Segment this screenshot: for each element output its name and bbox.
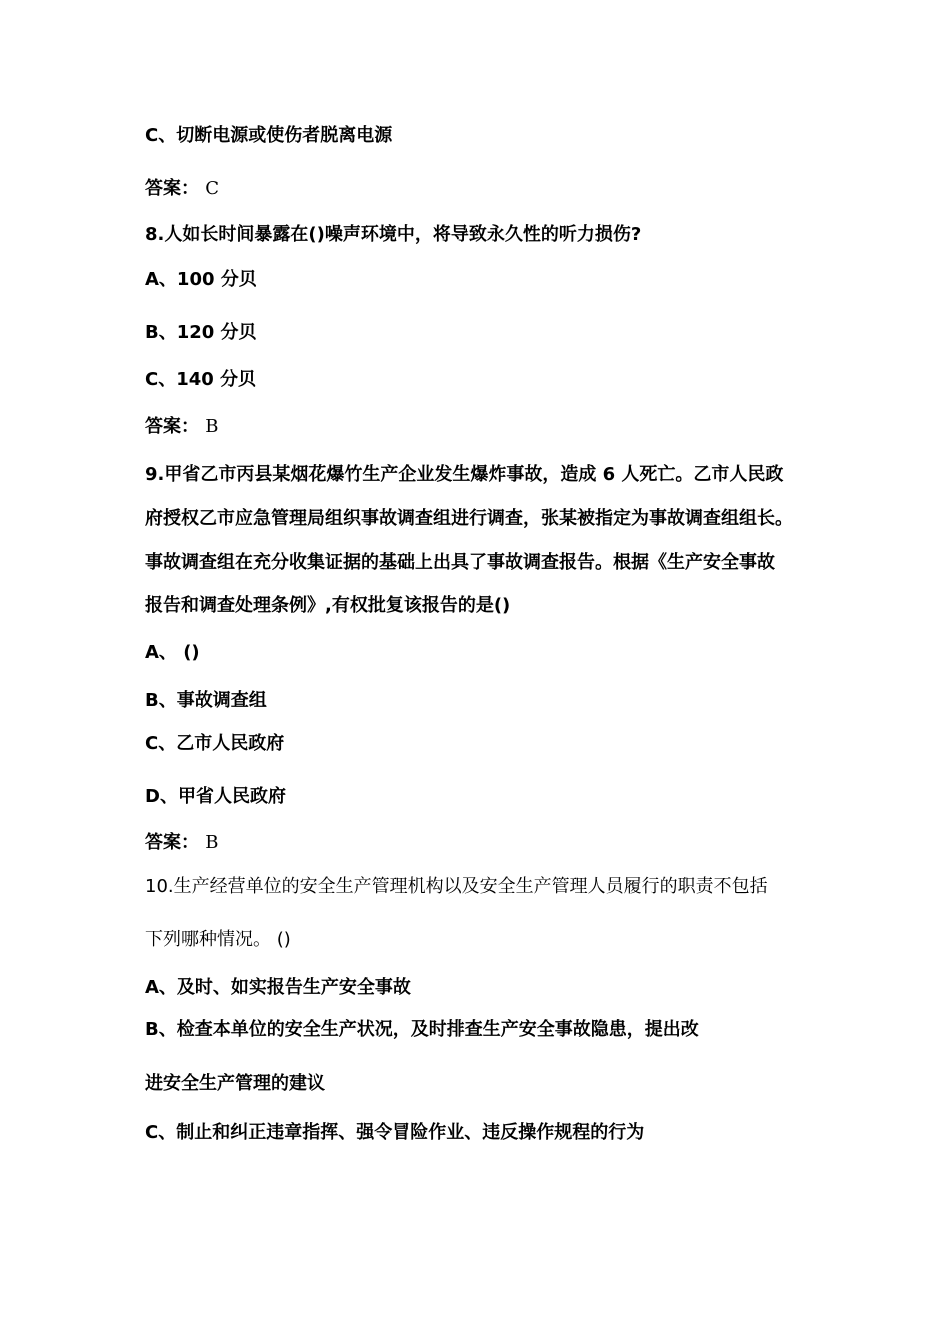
option-c-q10: C、制止和纠正违章指挥、强令冒险作业、违反操作规程的行为 (145, 1122, 645, 1143)
option-c-q7: C、切断电源或使伤者脱离电源 (145, 125, 393, 146)
answer-value: B (205, 832, 219, 853)
question-9-line-4: 报告和调查处理条例》,有权批复该报告的是() (145, 595, 511, 616)
option-c-q9: C、乙市人民政府 (145, 733, 285, 754)
answer-label: 答案： (145, 416, 199, 437)
option-b-q9: B、事故调查组 (145, 690, 267, 711)
answer-value: C (205, 178, 220, 199)
question-10-line-1: 10.生产经营单位的安全生产管理机构以及安全生产管理人员履行的职责不包括 (145, 876, 768, 897)
option-d-q9: D、甲省人民政府 (145, 786, 286, 807)
answer-q9 (145, 831, 219, 855)
option-b-q10-line-2: 进安全生产管理的建议 (145, 1073, 325, 1094)
question-9-line-2: 府授权乙市应急管理局组织事故调查组进行调查，张某被指定为事故调查组组长。 (145, 508, 793, 529)
question-10-line-2: 下列哪种情况。 () (145, 929, 291, 950)
answer-label: 答案： (145, 832, 199, 853)
answer-q7 (145, 177, 219, 201)
option-a-q10: A、及时、如实报告生产安全事故 (145, 977, 411, 998)
option-b-q8: B、120 分贝 (145, 322, 257, 343)
answer-q8 (145, 415, 219, 439)
option-b-q10-line-1: B、检查本单位的安全生产状况，及时排查生产安全事故隐患，提出改 (145, 1019, 699, 1040)
option-c-q8: C、140 分贝 (145, 369, 257, 390)
question-8: 8.人如长时间暴露在()噪声环境中，将导致永久性的听力损伤? (145, 224, 642, 245)
question-9-line-1: 9.甲省乙市丙县某烟花爆竹生产企业发生爆炸事故，造成 6 人死亡。乙市人民政 (145, 464, 784, 485)
option-a-q9: A、 () (145, 642, 200, 663)
answer-label: 答案： (145, 178, 199, 199)
question-9-line-3: 事故调查组在充分收集证据的基础上出具了事故调查报告。根据《生产安全事故 (145, 552, 775, 573)
option-a-q8: A、100 分贝 (145, 269, 257, 290)
answer-value: B (205, 416, 219, 437)
